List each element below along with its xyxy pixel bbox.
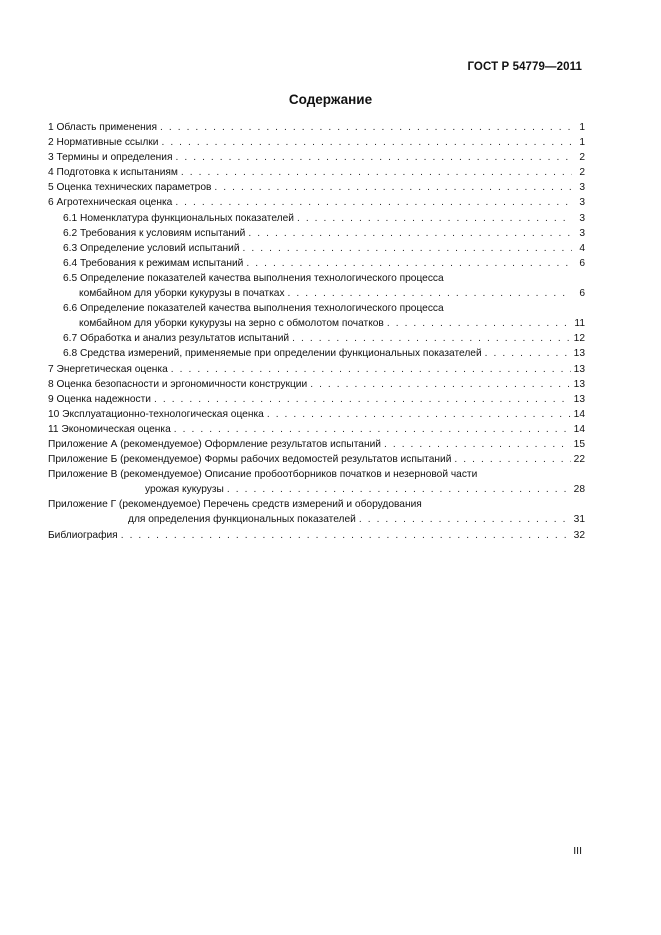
toc-entry-6-2[interactable] (48, 226, 585, 241)
toc-entry-label: 6.2 Требования к условиям испытаний (63, 227, 246, 239)
dot-leader (161, 135, 572, 150)
toc-entry-page: 2 (579, 152, 585, 164)
toc-entry-label-continuation: урожая кукурузы (145, 484, 224, 496)
toc-entry-page: 13 (573, 348, 585, 360)
toc-entry-label: 1 Область применения (48, 122, 157, 133)
toc-entry-2[interactable] (48, 135, 585, 150)
toc-entry-6-8[interactable] (48, 346, 585, 361)
standard-code: ГОСТ Р 54779—2011 (467, 61, 582, 73)
toc-entry-page: 13 (573, 393, 585, 405)
toc-entry-page: 13 (573, 378, 585, 390)
toc-entry-label-continuation: комбайном для уборки кукурузы на зерно с обмолотом початков (79, 318, 384, 330)
dot-leader (175, 195, 572, 210)
dot-leader (121, 528, 571, 543)
toc-entry-6-5[interactable] (48, 271, 585, 301)
toc-entry-page: 12 (573, 333, 585, 345)
dot-leader (310, 377, 570, 392)
toc-entry-label: Приложение Б (рекомендуемое) Формы рабочих ведомостей результатов испытаний (48, 454, 452, 466)
toc-entry-10[interactable] (48, 407, 585, 422)
dot-leader (267, 407, 571, 422)
toc-entry-label-continuation: комбайном для уборки кукурузы в початках (79, 288, 285, 300)
dot-leader (154, 392, 571, 407)
dot-leader (359, 512, 571, 527)
toc-entry-5[interactable] (48, 180, 585, 195)
toc-entry-page: 3 (579, 182, 585, 194)
toc-entry-appendix-g[interactable] (48, 497, 585, 527)
dot-leader (288, 286, 572, 301)
dot-leader (243, 241, 572, 256)
toc-entry-6-3[interactable] (48, 241, 585, 256)
dot-leader (387, 316, 572, 331)
toc-entry-1[interactable] (48, 120, 585, 135)
dot-leader (292, 331, 571, 346)
toc-entry-bibliography[interactable] (48, 528, 585, 543)
toc-entry-page: 3 (579, 212, 585, 224)
toc-entry-page: 15 (573, 438, 585, 450)
dot-leader (246, 256, 572, 271)
toc-entry-page: 6 (579, 288, 585, 300)
toc-entry-label: 4 Подготовка к испытаниям (48, 167, 178, 179)
toc-entry-page: 2 (579, 167, 585, 179)
dot-leader (160, 120, 572, 135)
toc-entry-page: 14 (573, 423, 585, 435)
dot-leader (214, 180, 572, 195)
toc-entry-label: 8 Оценка безопасности и эргономичности конструкции (48, 378, 308, 390)
dot-leader (227, 482, 571, 497)
toc-entry-label: 6.8 Средства измерений, применяемые при определении функциональных показателей (63, 348, 482, 360)
toc-entry-label: Библиография (48, 529, 118, 541)
toc-entry-11[interactable] (48, 422, 585, 437)
toc-entry-6-6[interactable] (48, 301, 585, 331)
toc-entry-label: Приложение Г (рекомендуемое) Перечень средств измерений и оборудования (48, 499, 422, 511)
page-number: III (573, 845, 582, 857)
toc-entry-6[interactable] (48, 195, 585, 210)
toc-entry-label: 10 Эксплуатационно-технологическая оценка (48, 408, 264, 420)
toc-entry-page: 14 (573, 408, 585, 420)
toc-entry-6-7[interactable] (48, 331, 585, 346)
toc-entry-label: 6.7 Обработка и анализ результатов испытаний (63, 333, 290, 345)
toc-entry-page: 28 (573, 484, 585, 496)
toc-entry-6-1[interactable] (48, 211, 585, 226)
toc-entry-label: 2 Нормативные ссылки (48, 137, 159, 149)
dot-leader (174, 422, 571, 437)
dot-leader (171, 362, 571, 377)
dot-leader (384, 437, 571, 452)
toc-entry-7[interactable] (48, 362, 585, 377)
toc-entry-label: 6 Агротехническая оценка (48, 197, 173, 209)
toc-entry-page: 31 (573, 514, 585, 526)
toc-entry-appendix-a[interactable] (48, 437, 585, 452)
toc-entry-page: 1 (579, 122, 585, 133)
dot-leader (175, 150, 572, 165)
toc-entry-label: 6.5 Определение показателей качества выполнения технологического процесса (63, 272, 444, 284)
toc-entry-label-continuation: для определения функциональных показателей (128, 514, 356, 526)
toc-entry-page: 11 (574, 318, 585, 330)
toc-entry-8[interactable] (48, 377, 585, 392)
toc-entry-page: 4 (579, 242, 585, 254)
toc-entry-3[interactable] (48, 150, 585, 165)
dot-leader (181, 165, 572, 180)
toc-entry-label: Приложение В (рекомендуемое) Описание пробоотборников початков и незерновой части (48, 469, 478, 481)
dot-leader (297, 211, 572, 226)
toc-entry-label: 5 Оценка технических параметров (48, 182, 212, 194)
table-of-contents (48, 120, 585, 543)
toc-entry-appendix-b[interactable] (48, 452, 585, 467)
toc-entry-label: 6.1 Номенклатура функциональных показателей (63, 212, 294, 224)
dot-leader (485, 346, 571, 361)
toc-entry-4[interactable] (48, 165, 585, 180)
dot-leader (248, 226, 572, 241)
toc-entry-label: 6.6 Определение показателей качества выполнения технологического процесса (63, 303, 444, 315)
dot-leader (454, 452, 570, 467)
toc-entry-label: Приложение А (рекомендуемое) Оформление результатов испытаний (48, 438, 381, 450)
toc-entry-label: 6.3 Определение условий испытаний (63, 242, 240, 254)
toc-entry-appendix-v[interactable] (48, 467, 585, 497)
toc-entry-page: 22 (573, 454, 585, 466)
toc-entry-label: 11 Экономическая оценка (48, 423, 171, 435)
toc-entry-page: 32 (573, 529, 585, 541)
toc-title: Содержание (288, 92, 373, 107)
toc-entry-page: 6 (579, 257, 585, 269)
toc-entry-9[interactable] (48, 392, 585, 407)
toc-entry-6-4[interactable] (48, 256, 585, 271)
toc-entry-label: 7 Энергетическая оценка (48, 363, 168, 375)
toc-entry-label: 6.4 Требования к режимам испытаний (63, 257, 244, 269)
toc-entry-label: 9 Оценка надежности (48, 393, 151, 405)
toc-entry-label: 3 Термины и определения (48, 152, 173, 164)
toc-entry-page: 13 (573, 363, 585, 375)
toc-entry-page: 3 (579, 197, 585, 209)
toc-entry-page: 3 (579, 227, 585, 239)
toc-entry-page: 1 (579, 137, 585, 149)
